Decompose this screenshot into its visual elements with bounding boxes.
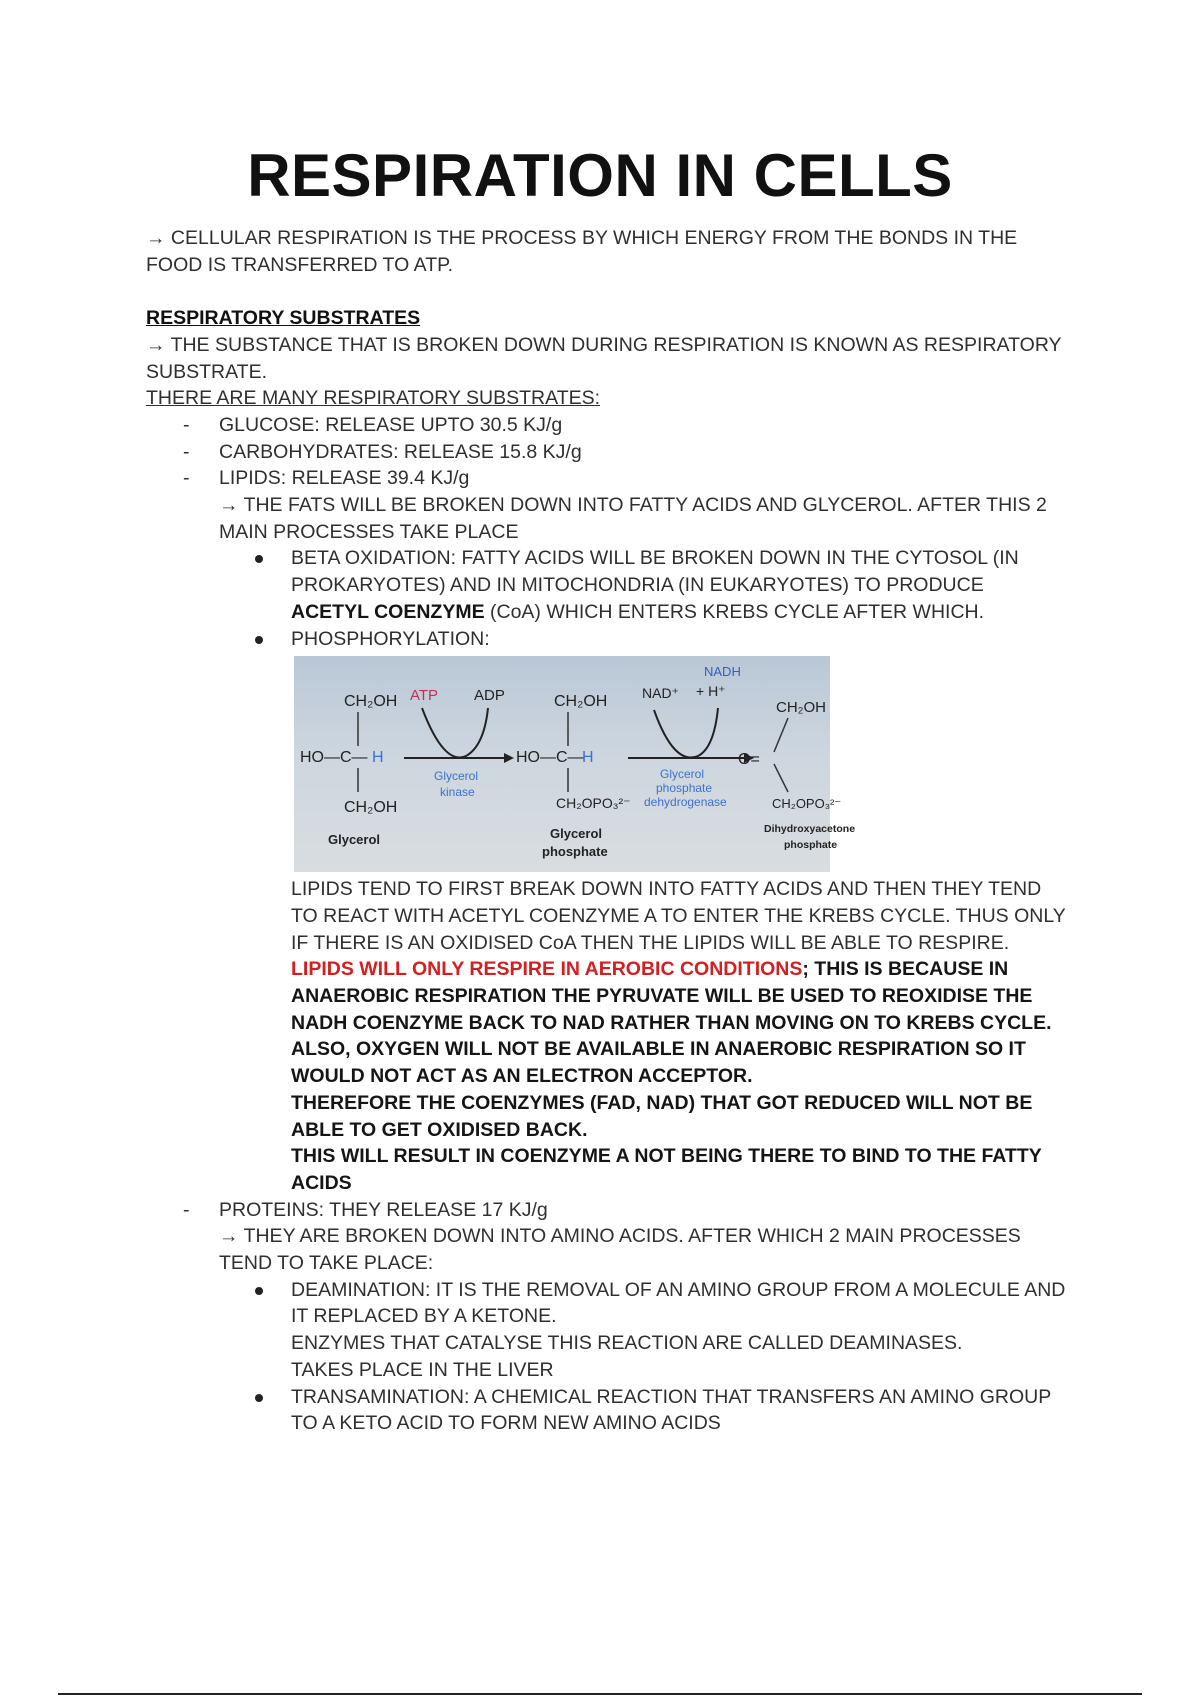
dhap-label-2: phosphate [784, 839, 838, 852]
document-body [146, 225, 1066, 1437]
dhap-ch2oh-top: CH₂OH [776, 699, 826, 717]
liver-paragraph: TAKES PLACE IN THE LIVER [291, 1358, 554, 1381]
glycerol-h: H [372, 749, 384, 767]
glycerol-label: Glycerol [328, 832, 381, 848]
bullet-icon [255, 636, 263, 644]
dhap-label-1: Dihydroxyacetone [764, 823, 856, 836]
kinase-label-2: kinase [440, 785, 475, 800]
list-intro: THERE ARE MANY RESPIRATORY SUBSTRATES: [146, 387, 601, 410]
dhap-bottom: CH₂OPO₃²⁻ [772, 796, 842, 812]
list-item-proteins: - PROTEINS: THEY RELEASE 17 KJ/g [183, 1198, 548, 1221]
dh-label-2: phosphate [656, 781, 713, 796]
nadh-label: NADH [704, 664, 741, 680]
dh-label-1: Glycerol [660, 767, 705, 782]
definition-paragraph: → THE SUBSTANCE THAT IS BROKEN DOWN DURING RESPIRATION IS KNOWN AS RESPIRATORY SUBSTRATE. [146, 333, 1062, 383]
list-item-carbohydrates: - CARBOHYDRATES: RELEASE 15.8 KJ/g [183, 440, 582, 463]
list-item-glucose: - GLUCOSE: RELEASE UPTO 30.5 KJ/g [183, 413, 563, 436]
bullet-icon [255, 1287, 263, 1295]
bullet-icon [255, 555, 263, 563]
h-plus-label: + H⁺ [696, 683, 726, 700]
atp-label: ATP [410, 687, 439, 705]
section-heading: RESPIRATORY SUBSTRATES [146, 307, 421, 330]
dh-label-3: dehydrogenase [644, 795, 727, 810]
bullet-transamination: TRANSAMINATION: A CHEMICAL REACTION THAT TRANSFERS AN AMINO GROUP TO A KETO ACID TO FORM NEW AMINO ACIDS [146, 1384, 1066, 1437]
glycerol-ch2oh-bottom: CH₂OH [344, 799, 398, 817]
bullet-icon [255, 1394, 263, 1402]
g3p-h: H [582, 749, 594, 767]
lipids-note: → THE FATS WILL BE BROKEN DOWN INTO FATTY ACIDS AND GLYCEROL. AFTER THIS 2 MAIN PROCESSES TAKE PLACE [219, 494, 1047, 543]
g3p-bottom: CH₂OPO₃²⁻ [556, 795, 631, 812]
oxygen-paragraph: ALSO, OXYGEN WILL NOT BE AVAILABLE IN ANAEROBIC RESPIRATION SO IT WOULD NOT ACT AS AN ELECTRON ACCEPTOR. [291, 1038, 1026, 1088]
adp-label: ADP [474, 687, 505, 705]
glycerol-ch2oh-top: CH₂OH [344, 693, 398, 711]
coenzymes-paragraph: THEREFORE THE COENZYMES (FAD, NAD) THAT GOT REDUCED WILL NOT BE ABLE TO GET OXIDISED BACK. [291, 1091, 1033, 1141]
dhap-o: O= [738, 751, 760, 769]
bullet-beta-oxidation: BETA OXIDATION: FATTY ACIDS WILL BE BROKEN DOWN IN THE CYTOSOL (IN PROKARYOTES) AND IN MITOCHONDRIA (IN EUKARYOTES) TO PRODUCE ACETYL COENZYME (CoA) WHICH ENTERS KREBS CYCLE AFTER WHICH. [146, 545, 1066, 625]
aerobic-paragraph: LIPIDS WILL ONLY RESPIRE IN AEROBIC CONDITIONS; THIS IS BECAUSE IN ANAEROBIC RESPIRATION THE PYRUVATE WILL BE USED TO REOXIDISE THE NADH COENZYME BACK TO NAD RATHER THAN MOVING ON TO KREBS CYCLE. [291, 958, 1052, 1034]
g3p-ho-c: HO—C— [516, 749, 584, 767]
lipids-paragraph: LIPIDS TEND TO FIRST BREAK DOWN INTO FATTY ACIDS AND THEN THEY TEND TO REACT WITH ACETYL COENZYME A TO ENTER THE KREBS CYCLE. THUS ONLY IF THERE IS AN OXIDISED CoA THEN THE LIPIDS WILL BE ABLE TO RESPIRE. [291, 878, 1066, 954]
bullet-deamination: DEAMINATION: IT IS THE REMOVAL OF AN AMINO GROUP FROM A MOLECULE AND IT REPLACED BY A KETONE. [146, 1277, 1066, 1330]
deaminases-paragraph: ENZYMES THAT CATALYSE THIS REACTION ARE CALLED DEAMINASES. [291, 1332, 963, 1355]
g3p-label-1: Glycerol [550, 826, 603, 842]
list-item-lipids: - LIPIDS: RELEASE 39.4 KJ/g [183, 467, 470, 490]
proteins-note: → THEY ARE BROKEN DOWN INTO AMINO ACIDS. AFTER WHICH 2 MAIN PROCESSES TEND TO TAKE PLACE: [219, 1225, 1021, 1275]
phosphorylation-diagram [294, 656, 856, 872]
nad-label: NAD⁺ [642, 685, 679, 702]
kinase-label-1: Glycerol [434, 769, 479, 784]
bullet-phosphorylation: PHOSPHORYLATION: [146, 626, 1066, 653]
intro-paragraph: → CELLULAR RESPIRATION IS THE PROCESS BY WHICH ENERGY FROM THE BONDS IN THE FOOD IS TRANSFERRED TO ATP. [146, 227, 1018, 276]
g3p-ch2oh-top: CH₂OH [554, 693, 608, 711]
g3p-label-2: phosphate [542, 844, 608, 860]
coa-paragraph: THIS WILL RESULT IN COENZYME A NOT BEING THERE TO BIND TO THE FATTY ACIDS [291, 1145, 1042, 1194]
glycerol-ho-c: HO—C— [300, 749, 368, 767]
bottom-divider [58, 1693, 1142, 1695]
page-title: RESPIRATION IN CELLS [247, 142, 953, 209]
